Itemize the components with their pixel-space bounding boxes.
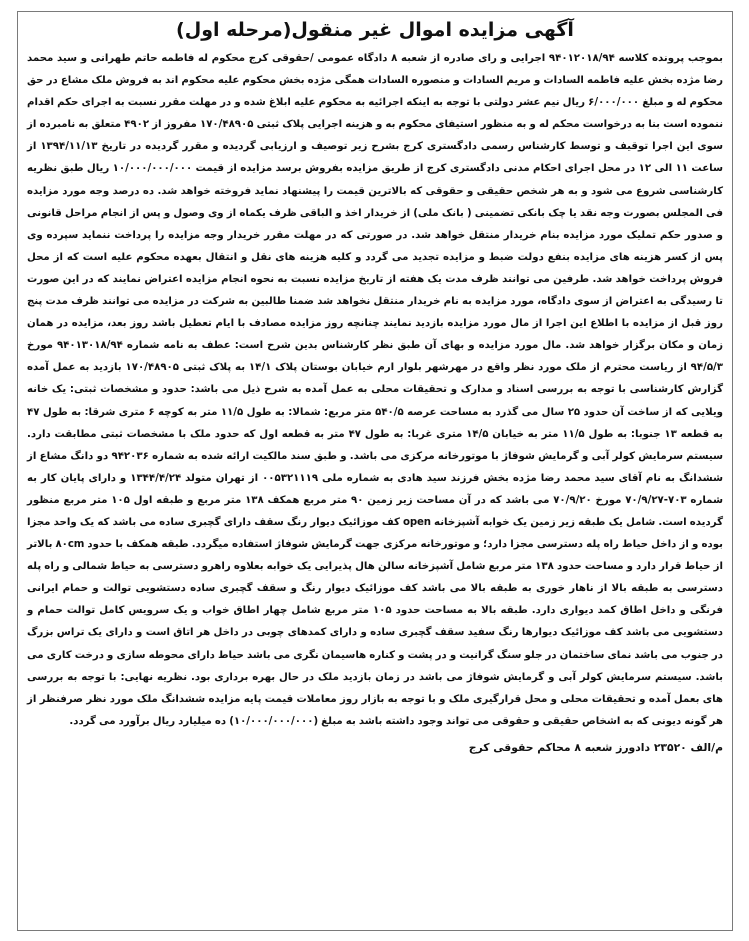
auction-notice — [17, 11, 733, 931]
notice-body: بموجب پرونده کلاسه ۹۴۰۱۲۰۱۸/۹۴ اجرایی و رای صادره از شعبه ۸ دادگاه عمومی /حقوقی کرج محکوم له فاطمه حاتم طهرانی و سید محمد رضا مژده بخش علیه فاطمه السادات و مریم السادات و منصوره السادات همگی مژده بخش محکوم علیه محکوم اند به فروش ملک مشاع در حق محکوم له و مبلغ ۶/۰۰۰/۰۰۰ ریال نیم عشر دولتی با توجه به اینکه اجرائیه به محکوم علیه ابلاغ شده و در مهلت مقرر نسبت به اجرای حکم اقدام ننموده است بنا به درخواست محکم له و به منظور استیفای محکوم به و هزینه اجرایی پلاک ثبتی ۱۷۰/۴۸۹۰۵ مفروز از ۴۹۰۲ متعلق به نامبرده از سوی این اجرا توقیف و توسط کارشناس رسمی دادگستری کرج بشرح زیر توصیف و ارزیابی گردیده و مقرر گردیده در تاریخ ۱۳۹۴/۱۱/۱۳ از ساعت ۱۱ الی ۱۲ در محل اجرای احکام مدنی دادگستری کرج از طریق مزایده بفروش برسد مزایده از قیمت ۱۰/۰۰۰/۰۰۰/۰۰۰ ریال طبق نظریه کارشناسی شروع می شود و به هر شخص حقیقی و حقوقی که بالاترین قیمت را پیشنهاد نماید فروخته خواهد شد. ده درصد وجه مورد مزایده فی المجلس بصورت وجه نقد یا چک بانکی تضمینی ( بانک ملی) از خریدار اخذ و الباقی ظرف یکماه از وی وصول و پس از انجام مراحل قانونی و صدور حکم تملیک مورد مزایده بنام خریدار منتقل خواهد شد. در صورتی که در مهلت مقرر خریدار وجه مزایده را پرداخت ننماید سپرده وی پس از کسر هزینه های مزایده بنفع دولت ضبط و مزایده تجدید می گردد و کلیه هزینه های نقل و انتقال بعهده محکوم علیه است که از محل فروش پرداخت خواهد شد. طرفین می توانند ظرف مدت یک هفته از تاریخ مزایده نسبت به نحوه انجام مزایده اعتراض نمایند که در این صورت تا رسیدگی به اعتراض از سوی دادگاه، مورد مزایده به نام خریدار منتقل نخواهد شد ضمنا طالبین به شرکت در مزایده می توانند ظرف مدت پنج روز قبل از مزایده با اطلاع این اجرا از مال مورد مزایده بازدید نمایند چنانچه روز مزایده مصادف با ایام تعطیل باشد روز بعد، مزایده در همان زمان و مکان برگزار خواهد شد. مال مورد مزایده و بهای آن طبق نظر کارشناس بدین شرح است: عطف به نامه شماره ۹۴۰۱۳۰۱۸/۹۴ مورخ ۹۴/۵/۳ از ریاست محترم از ملک مورد نظر واقع در مهرشهر بلوار ارم خیابان بوستان پلاک ۱۴/۱ به پلاک ثبتی ۱۷۰/۴۸۹۰۵ بازدید به عمل آمده گزارش کارشناسی با توجه به بررسی اسناد و مدارک و تحقیقات محلی به عمل آمده به شرح ذیل می باشد: حدود و مشخصات ثبتی: یک خانه ویلایی که از ساخت آن حدود ۲۵ سال می گذرد به مساحت عرصه ۵۴۰/۵ متر مربع: شمالا: به طول ۱۱/۵ متر به کوچه ۶ متری شرقا: به طول ۴۷ به قطعه ۱۳ جنوبا: به طول ۱۱/۵ متر به خیابان ۱۴/۵ متری غربا: به طول ۴۷ متر به قطعه اول که حدود ملک با مشخصات ثبتی مطابقت دارد. سیستم سرمایش کولر آبی و گرمایش شوفاژ با موتورخانه مرکزی می باشد. و طبق سند مالکیت ارائه شده به شماره ۹۴۲۰۳۶ دو دانگ مشاع از ششدانگ به نام آقای سید محمد رضا مژده بخش فرزند سید هادی به شماره ملی ۰۰۵۳۲۱۱۱۹ از تهران متولد ۱۳۴۴/۴/۲۴ و دارای پایان کار به شماره ۷۰۳-۷۰/۹/۲۷ مورخ ۷۰/۹/۲۰ می باشد که در آن مساحت زیر زمین ۹۰ متر مربع همکف ۱۳۸ متر مربع و طبقه اول ۱۰۵ متر مربع منظور گردیده است. شامل یک طبقه زیر زمین یک خوابه آشپزخانه open کف موزائیک دیوار رنگ سقف دارای گچبری ساده می باشد که یک واحد مجزا بوده و از داخل حیاط راه پله دسترسی مجزا دارد؛ و موتورخانه مرکزی جهت گرمایش شوفاژ استفاده میگردد. طبقه همکف با حدود ۸۰cm بالاتر از حیاط قرار دارد و مساحت حدود ۱۳۸ متر مربع شامل آشپزخانه سالن هال پذیرایی یک خوابه بعلاوه راهرو دسترسی به حیاط شمالی و راه پله دسترسی به طبقه بالا از ناهار خوری به طبقه بالا می باشد کف موزائیک دیوار رنگ و سقف گچبری ساده دستشویی توالت و حمام ایرانی فرنگی و داخل اطاق کمد دیواری دارد. طبقه بالا به مساحت حدود ۱۰۵ متر مربع شامل چهار اطاق خواب و یک سرویس کامل توالت حمام و دستشویی می باشد کف موزائیک دیوارها رنگ سفید سقف گچبری ساده و دارای کمدهای چوبی در داخل هر اتاق است و دارای یک تراس بزرگ در جنوب می باشد نمای ساختمان در جلو سنگ گرانیت و در پشت و کناره هاسیمان نگری می باشد حیاط دارای محوطه سازی و درخت کاری می باشد. سیستم سرمایش کولر آبی و گرمایش شوفاژ می باشد در زمان بازدید ملک در حال بهره برداری بود. نظریه نهایی: با توجه به بررسی های بعمل آمده و تحقیقات محلی و محل قرارگیری ملک و با توجه به بازار روز معاملات قیمت پایه مزایده ششدانگ ملک مورد نظر صرفنظر از هر گونه دیونی که به اشخاص حقیقی و حقوقی می تواند وجود داشته باشد به مبلغ (۱۰/۰۰۰/۰۰۰/۰۰۰) ده میلیارد ریال برآورد می گردد. — [27, 53, 724, 727]
notice-signature: م/الف ۲۳۵۲۰ دادورز شعبه ۸ محاکم حقوقی کرج — [468, 740, 723, 754]
notice-title: آگهی مزایده اموال غیر منقول(مرحله اول) — [176, 19, 574, 41]
